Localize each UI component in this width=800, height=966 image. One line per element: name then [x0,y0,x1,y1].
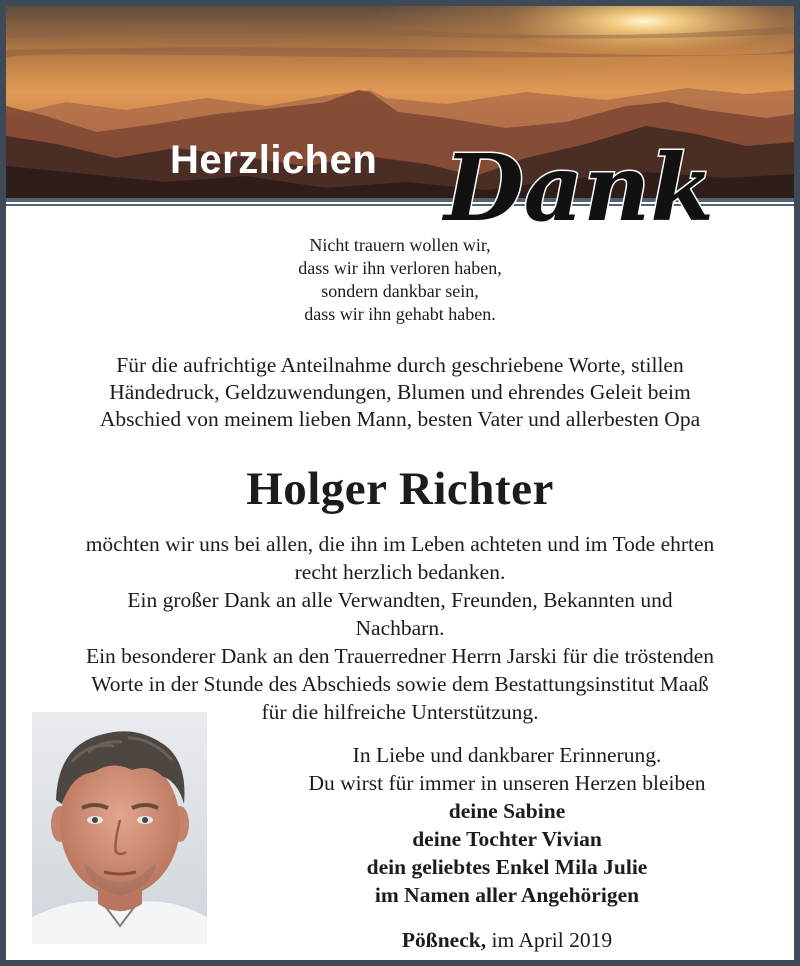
place-date-text: im April 2019 [491,928,613,952]
signatory: im Namen aller Angehörigen [374,883,640,907]
thanks-text [6,530,794,726]
closing-line: Du wirst für immer in unseren Herzen bleiben [308,771,706,795]
closing-text [220,741,794,909]
intro-line: Für die aufrichtige Anteilnahme durch geschriebene Worte, stillen [116,353,684,377]
poem-line: dass wir ihn gehabt haben. [304,304,496,324]
poem-line: sondern dankbar sein, [321,281,479,301]
closing-line: In Liebe und dankbarer Erinnerung. [352,743,662,767]
thanks-line: Ein besonderer Dank an den Trauerredner Herrn Jarski für die tröstenden [85,644,715,668]
intro-text [6,352,794,433]
poem-line: Nicht trauern wollen wir, [309,235,491,255]
thanks-line: Worte in der Stunde des Abschieds sowie dem Bestattungsinstitut Maaß [91,672,709,696]
signatory: dein geliebtes Enkel Mila Julie [366,855,648,879]
header-title-script: Dank [444,134,715,242]
intro-line: Abschied von meinem lieben Mann, besten Vater und allerbesten Opa [99,407,701,431]
thanks-line: recht herzlich bedanken. [294,560,506,584]
place-town: Pößneck, [401,928,487,952]
thanks-line: Ein großer Dank an alle Verwandten, Freunden, Bekannten und [127,588,673,612]
deceased-name: Holger Richter [246,463,554,515]
place-date [220,928,794,953]
intro-line: Händedruck, Geldzuwendungen, Blumen und ehrendes Geleit beim [109,380,691,404]
poem-line: dass wir ihn verloren haben, [298,258,502,278]
header-title-prefix: Herzlichen [170,138,378,182]
thanks-line: Nachbarn. [355,616,445,640]
header-script-title [436,134,756,249]
thanks-line: für die hilfreiche Unterstützung. [261,700,539,724]
portrait-photo [32,712,207,944]
signatory: deine Sabine [448,799,566,823]
thanks-line: möchten wir uns bei allen, die ihn im Leben achteten und im Tode ehrten [85,532,715,556]
poem [6,234,794,326]
signatory: deine Tochter Vivian [412,827,602,851]
